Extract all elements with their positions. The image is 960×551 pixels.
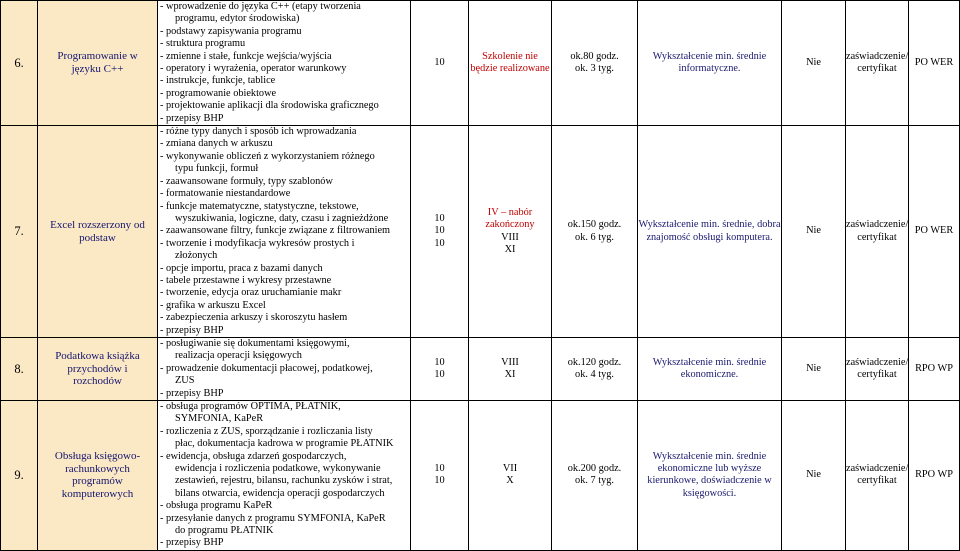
course-program [158, 126, 411, 338]
course-name: Obsługa księgowo-rachunkowych programów komputerowych [38, 401, 158, 551]
status-cell: Szkolenie nie będzie realizowane [469, 1, 552, 126]
program-line: - tworzenie, edycja oraz uruchamianie makr [160, 287, 342, 299]
program-line: - tworzenie i modyfikacja wykresów prostych i [160, 237, 355, 249]
program-line: - podstawy zapisywania programu [160, 25, 302, 37]
program-line: - przepisy BHP [160, 324, 224, 336]
requirements-cell: Wykształcenie min. średnie ekonomiczne. [638, 337, 782, 400]
funding-cell: RPO WP [909, 401, 960, 551]
requirements-cell: Wykształcenie min. średnie informatyczne. [638, 1, 782, 126]
program-line: - instrukcje, funkcje, tablice [160, 75, 276, 87]
duration-cell [552, 401, 638, 551]
course-program [158, 401, 411, 551]
program-line: - zaawansowane filtry, funkcje związane z filtrowaniem [160, 225, 391, 237]
program-line: zestawień, rejestru, bilansu, rachunku zysków i strat, [175, 475, 393, 487]
row-number: 6. [1, 1, 38, 126]
extra-cell: Nie [782, 1, 846, 126]
status-cell [469, 401, 552, 551]
program-line: realizacja operacji księgowych [175, 350, 302, 362]
program-line: - formatowanie niestandardowe [160, 188, 291, 200]
session-month: XI [504, 243, 516, 255]
duration-cell [552, 337, 638, 400]
duration-hours: ok.120 godz. [567, 356, 622, 368]
session-month: XI [504, 368, 516, 380]
program-line: - programowanie obiektowe [160, 87, 277, 99]
course-name: Podatkowa książka przychodów i rozchodów [38, 337, 158, 400]
program-line: - różne typy danych i sposób ich wprowadzania [160, 126, 357, 138]
program-line: - posługiwanie się dokumentami księgowymi, [160, 337, 350, 349]
program-line: - tabele przestawne i wykresy przestawne [160, 274, 332, 286]
course-program [158, 337, 411, 400]
group-size [411, 1, 469, 126]
course-program [158, 1, 411, 126]
program-line: - wprowadzenie do języka C++ (etapy tworzenia [160, 1, 361, 12]
program-line: programu, edytor środowiska) [175, 13, 300, 25]
program-line: - przesyłanie danych z programu SYMFONIA, KaPeR [160, 512, 386, 524]
row-number: 7. [1, 126, 38, 338]
program-line: - rozliczenia z ZUS, sporządzanie i rozliczania listy [160, 425, 373, 437]
program-line: - zmiana danych w arkuszu [160, 138, 273, 150]
group-value: 10 [434, 356, 445, 368]
extra-cell: Nie [782, 401, 846, 551]
row-number: 9. [1, 401, 38, 551]
program-line: - zmienne i stałe, funkcje wejścia/wyjścia [160, 50, 332, 62]
program-line: bilans otwarcia, ewidencja operacji gospodarczych [175, 487, 385, 499]
program-line: - struktura programu [160, 38, 246, 50]
table-row [1, 126, 960, 338]
group-value: 10 [434, 225, 445, 237]
group-size [411, 126, 469, 338]
group-value: 10 [434, 475, 445, 487]
course-name: Excel rozszerzony od podstaw [38, 126, 158, 338]
requirements-cell: Wykształcenie min. średnie, dobra znajomość obsługi komputera. [638, 126, 782, 338]
group-value: 10 [434, 368, 445, 380]
funding-cell: PO WER [909, 126, 960, 338]
group-size [411, 401, 469, 551]
program-line: - opcje importu, praca z bazami danych [160, 262, 323, 274]
table-row [1, 401, 960, 551]
session-month: VIII [501, 356, 519, 368]
program-line: złożonych [175, 250, 218, 262]
duration-weeks: ok. 7 tyg. [575, 475, 614, 487]
program-line: - ewidencja, obsługa zdarzeń gospodarczych, [160, 450, 347, 462]
duration-cell [552, 1, 638, 126]
group-value: 10 [434, 56, 445, 68]
program-line: - wykonywanie obliczeń z wykorzystaniem różnego [160, 150, 375, 162]
program-line: - projektowanie aplikacji dla środowiska graficznego [160, 100, 379, 112]
table-row [1, 1, 960, 126]
program-line: typu funkcji, formuł [175, 163, 259, 175]
row-number: 8. [1, 337, 38, 400]
program-line: - operatory i wyrażenia, operator warunkowy [160, 63, 347, 75]
certificate-cell: zaświadczenie/ certyfikat [846, 1, 909, 126]
certificate-cell: zaświadczenie/ certyfikat [846, 337, 909, 400]
group-value: 10 [434, 463, 445, 475]
funding-cell: RPO WP [909, 337, 960, 400]
program-line: - zaawansowane formuły, typy szablonów [160, 175, 333, 187]
program-line: - grafika w arkuszu Excel [160, 299, 266, 311]
duration-weeks: ok. 3 tyg. [575, 63, 614, 75]
status-cell [469, 126, 552, 338]
session-month: VIII [501, 231, 519, 243]
funding-cell: PO WER [909, 1, 960, 126]
program-line: - przepisy BHP [160, 112, 224, 124]
table-row [1, 337, 960, 400]
program-line: ewidencja i rozliczenia podatkowe, wykonywanie [175, 463, 381, 475]
duration-hours: ok.80 godz. [570, 50, 619, 62]
program-line: - prowadzenie dokumentacji płacowej, podatkowej, [160, 362, 373, 374]
duration-hours: ok.150 godz. [567, 219, 622, 231]
status-cell [469, 337, 552, 400]
session-month: VII [502, 463, 518, 475]
certificate-cell: zaświadczenie/ certyfikat [846, 126, 909, 338]
status-line: zakończony [485, 219, 535, 231]
session-month: X [506, 475, 514, 487]
program-line: - obsługa programów OPTIMA, PŁATNIK, [160, 401, 341, 412]
duration-weeks: ok. 6 tyg. [575, 231, 614, 243]
program-line: SYMFONIA, KaPeR [175, 413, 264, 425]
program-line: - przepisy BHP [160, 387, 224, 399]
status-line: IV – nabór [487, 206, 533, 218]
program-line: płac, dokumentacja kadrowa w programie PŁATNIK [175, 438, 394, 450]
program-line: do programu PŁATNIK [175, 525, 274, 537]
program-line: wyszukiwania, logiczne, daty, czasu i zagnieżdżone [175, 212, 389, 224]
duration-hours: ok.200 godz. [567, 463, 622, 475]
certificate-cell: zaświadczenie/ certyfikat [846, 401, 909, 551]
extra-cell: Nie [782, 126, 846, 338]
group-value: 10 [434, 237, 445, 249]
extra-cell: Nie [782, 337, 846, 400]
course-name: Programowanie w języku C++ [38, 1, 158, 126]
program-line: - przepisy BHP [160, 537, 224, 549]
group-value: 10 [434, 212, 445, 224]
program-line: - funkcje matematyczne, statystyczne, tekstowe, [160, 200, 359, 212]
duration-cell [552, 126, 638, 338]
program-line: ZUS [175, 375, 195, 387]
program-line: - obsługa programu KaPeR [160, 500, 273, 512]
requirements-cell: Wykształcenie min. średnie ekonomiczne lub wyższe kierunkowe, doświadczenie w księgowości. [638, 401, 782, 551]
program-line: - zabezpieczenia arkuszy i skoroszytu hasłem [160, 312, 348, 324]
duration-weeks: ok. 4 tyg. [575, 368, 614, 380]
group-size [411, 337, 469, 400]
